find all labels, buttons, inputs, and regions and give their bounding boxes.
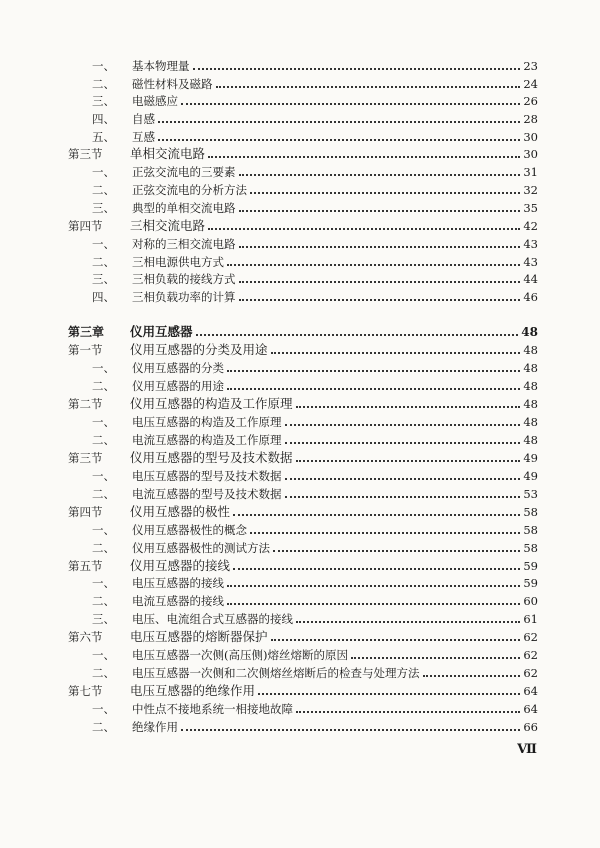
toc-entry-number: 第二节	[68, 397, 103, 411]
toc-entry-title: 电压互感器一次侧和二次侧熔丝熔断后的检查与处理方法	[132, 666, 420, 680]
toc-entry-page-number: 59	[523, 576, 538, 590]
toc-entry-subitem	[0, 537, 600, 555]
toc-entry-subitem	[0, 662, 600, 680]
toc-entry-title: 三相交流电路	[130, 218, 206, 233]
toc-entry-page-number: 60	[523, 594, 538, 608]
toc-entry-title: 电流互感器的接线	[132, 594, 224, 608]
toc-entry-page-number: 61	[523, 612, 538, 626]
toc-entry-page-number: 42	[523, 219, 538, 233]
dot-leader	[239, 281, 521, 283]
dot-leader	[158, 121, 520, 123]
toc-entry-title: 电流互感器的型号及技术数据	[132, 487, 282, 501]
dot-leader	[233, 514, 520, 516]
toc-entry-number: 一、	[92, 702, 115, 716]
toc-entry-page-number: 43	[523, 237, 538, 251]
toc-entry-subitem	[0, 251, 600, 269]
toc-entry-page-number: 62	[523, 630, 538, 644]
toc-entry-page-number: 26	[523, 94, 538, 108]
toc-entry-subitem	[0, 483, 600, 501]
toc-entry-chapter	[0, 321, 600, 339]
toc-entry-section	[0, 555, 600, 573]
dot-leader	[239, 246, 521, 248]
toc-entry-title: 仪用互感器的用途	[132, 379, 224, 393]
toc-entry-title: 仪用互感器的分类	[132, 361, 224, 375]
toc-entry-number: 三、	[92, 94, 115, 108]
dot-leader	[258, 693, 520, 695]
toc-entry-number: 三、	[92, 612, 115, 626]
toc-entry-number: 二、	[92, 541, 115, 555]
toc-entry-page-number: 48	[523, 343, 538, 357]
toc-entry-section	[0, 215, 600, 233]
toc-entry-number: 第一节	[68, 343, 103, 357]
toc-entry-page-number: 48	[523, 361, 538, 375]
toc-entry-title: 电磁感应	[132, 94, 178, 108]
toc-entry-number: 一、	[92, 361, 115, 375]
toc-entry-section	[0, 626, 600, 644]
dot-leader	[273, 550, 520, 552]
toc-entry-page-number: 62	[523, 666, 538, 680]
toc-entry-title: 对称的三相交流电路	[132, 237, 236, 251]
toc-entry-page-number: 48	[523, 379, 538, 393]
toc-entry-page-number: 35	[523, 201, 538, 215]
dot-leader	[208, 156, 520, 158]
toc-entry-title: 电压互感器的构造及工作原理	[132, 415, 282, 429]
toc-entry-subitem	[0, 357, 600, 375]
dot-leader	[296, 621, 520, 623]
toc-entry-number: 二、	[92, 433, 115, 447]
toc-entry-page-number: 48	[523, 433, 538, 447]
toc-entry-number: 一、	[92, 648, 115, 662]
toc-entry-subitem	[0, 644, 600, 662]
toc-entry-number: 二、	[92, 255, 115, 269]
toc-entry-section	[0, 143, 600, 161]
toc-entry-number: 三、	[92, 201, 115, 215]
dot-leader	[296, 711, 520, 713]
toc-entry-number: 二、	[92, 379, 115, 393]
toc-entry-section	[0, 501, 600, 519]
toc-entry-title: 绝缘作用	[132, 720, 178, 734]
toc-entry-subitem	[0, 73, 600, 91]
dot-leader	[285, 478, 521, 480]
dot-leader	[158, 139, 520, 141]
dot-leader	[227, 388, 520, 390]
toc-entry-page-number: 44	[523, 272, 538, 286]
toc-entry-title: 电流互感器的构造及工作原理	[132, 433, 282, 447]
toc-entry-title: 仪用互感器的构造及工作原理	[130, 396, 293, 411]
toc-entry-page-number: 58	[523, 505, 538, 519]
dot-leader	[271, 352, 521, 354]
toc-entry-number: 第三节	[68, 451, 103, 465]
toc-entry-title: 互感	[132, 130, 155, 144]
dot-leader	[239, 174, 521, 176]
dot-leader	[196, 334, 519, 336]
toc-entry-number: 第五节	[68, 559, 103, 573]
toc-entry-title: 三相电源供电方式	[132, 255, 224, 269]
dot-leader	[285, 496, 521, 498]
toc-entry-title: 仪用互感器	[130, 324, 193, 339]
toc-entry-number: 一、	[92, 523, 115, 537]
toc-entry-subitem	[0, 519, 600, 537]
toc-entry-title: 仪用互感器的极性	[130, 504, 231, 519]
dot-leader	[285, 424, 521, 426]
toc-entry-page-number: 66	[523, 720, 538, 734]
toc-entry-subitem	[0, 698, 600, 716]
toc-entry-title: 正弦交流电的分析方法	[132, 183, 247, 197]
dot-leader	[227, 264, 520, 266]
toc-entry-subitem	[0, 429, 600, 447]
toc-entry-page-number: 48	[523, 397, 538, 411]
toc-entry-page-number: 64	[523, 702, 538, 716]
toc-entry-subitem	[0, 90, 600, 108]
page-folio: Ⅶ	[517, 742, 536, 757]
toc-entry-title: 电压、电流组合式互感器的接线	[132, 612, 293, 626]
dot-leader	[239, 210, 521, 212]
dot-leader	[250, 192, 520, 194]
dot-leader	[208, 228, 520, 230]
toc-entry-number: 二、	[92, 666, 115, 680]
toc-entry-number: 三、	[92, 272, 115, 286]
toc-entry-section	[0, 393, 600, 411]
toc-entry-page-number: 58	[523, 541, 538, 555]
dot-leader	[351, 657, 520, 659]
toc-entry-number: 四、	[92, 290, 115, 304]
toc-entry-number: 一、	[92, 165, 115, 179]
toc-entry-page-number: 49	[523, 451, 538, 465]
toc-entry-number: 第四节	[68, 505, 103, 519]
dot-leader	[296, 460, 521, 462]
dot-leader	[216, 86, 521, 88]
toc-entry-number: 五、	[92, 130, 115, 144]
toc-entry-number: 一、	[92, 469, 115, 483]
toc-entry-subitem	[0, 411, 600, 429]
toc-entry-title: 典型的单相交流电路	[132, 201, 236, 215]
toc-entry-number: 二、	[92, 720, 115, 734]
toc-entry-title: 中性点不接地系统一相接地故障	[132, 702, 293, 716]
toc-entry-number: 四、	[92, 112, 115, 126]
toc-entry-subitem	[0, 197, 600, 215]
toc-entry-title: 三相负载功率的计算	[132, 290, 236, 304]
toc-entry-number: 二、	[92, 183, 115, 197]
toc-entry-page-number: 32	[523, 183, 538, 197]
dot-leader	[239, 299, 521, 301]
dot-leader	[296, 406, 521, 408]
dot-leader	[181, 103, 520, 105]
toc-entry-subitem	[0, 286, 600, 304]
toc-entry-number: 第七节	[68, 684, 103, 698]
toc-entry-page-number: 24	[523, 77, 538, 91]
toc-entry-subitem	[0, 108, 600, 126]
toc-entry-subitem	[0, 572, 600, 590]
dot-leader	[181, 729, 520, 731]
toc-entry-title: 仪用互感器极性的测试方法	[132, 541, 270, 555]
toc-entry-page-number: 28	[523, 112, 538, 126]
toc-entry-section	[0, 447, 600, 465]
toc-entry-page-number: 46	[523, 290, 538, 304]
toc-entry-subitem	[0, 465, 600, 483]
dot-leader	[227, 603, 520, 605]
toc-entry-title: 仪用互感器的型号及技术数据	[130, 450, 293, 465]
toc-entry-number: 二、	[92, 77, 115, 91]
toc-entry-title: 三相负载的接线方式	[132, 272, 236, 286]
dot-leader	[227, 370, 520, 372]
toc-entry-title: 仪用互感器的分类及用途	[130, 342, 268, 357]
toc-entry-number: 二、	[92, 487, 115, 501]
toc-entry-page-number: 43	[523, 255, 538, 269]
toc-entry-page-number: 30	[523, 130, 538, 144]
toc-entry-subitem	[0, 179, 600, 197]
toc-entry-subitem	[0, 161, 600, 179]
toc-entry-subitem	[0, 590, 600, 608]
toc-entry-number: 一、	[92, 59, 115, 73]
toc-entry-number: 一、	[92, 576, 115, 590]
toc-entry-section	[0, 339, 600, 357]
dot-leader	[233, 568, 520, 570]
toc-entry-page-number: 64	[523, 684, 538, 698]
dot-leader	[193, 68, 521, 70]
toc-entry-number: 一、	[92, 237, 115, 251]
toc-entry-title: 电压互感器一次侧(高压侧)熔丝熔断的原因	[132, 648, 348, 662]
toc-entry-page-number: 53	[523, 487, 538, 501]
toc-entry-title: 单相交流电路	[130, 146, 206, 161]
toc-entry-page-number: 48	[523, 415, 538, 429]
toc-entry-title: 仪用互感器的接线	[130, 558, 231, 573]
toc-entry-page-number: 62	[523, 648, 538, 662]
dot-leader	[227, 585, 520, 587]
toc-entry-page-number: 58	[523, 523, 538, 537]
dot-leader	[271, 639, 521, 641]
toc-entry-title: 电压互感器的绝缘作用	[130, 683, 256, 698]
toc-entry-page-number: 31	[523, 165, 538, 179]
toc-entry-title: 仪用互感器极性的概念	[132, 523, 247, 537]
toc-entry-number: 二、	[92, 594, 115, 608]
toc-entry-page-number: 49	[523, 469, 538, 483]
toc-entry-title: 电压互感器的熔断器保护	[130, 629, 268, 644]
dot-leader	[285, 442, 521, 444]
toc-entry-number: 第三章	[68, 325, 105, 339]
toc-entry-title: 自感	[132, 112, 155, 126]
toc-entry-number: 一、	[92, 415, 115, 429]
toc-entry-number: 第四节	[68, 219, 103, 233]
toc-entry-subitem	[0, 375, 600, 393]
toc-entry-title: 磁性材料及磁路	[132, 77, 213, 91]
toc-entry-number: 第三节	[68, 147, 103, 161]
toc-entry-title: 电压互感器的接线	[132, 576, 224, 590]
toc-entry-subitem	[0, 608, 600, 626]
toc-entry-number: 第六节	[68, 630, 103, 644]
toc-entry-subitem	[0, 716, 600, 734]
toc-entry-title: 电压互感器的型号及技术数据	[132, 469, 282, 483]
toc-entry-page-number: 48	[521, 325, 538, 339]
toc-entry-section	[0, 680, 600, 698]
toc-entry-subitem	[0, 126, 600, 144]
toc-entry-subitem	[0, 55, 600, 73]
toc-entry-title: 基本物理量	[132, 59, 190, 73]
toc-entry-page-number: 30	[523, 147, 538, 161]
dot-leader	[423, 675, 521, 677]
toc-entry-page-number: 59	[523, 559, 538, 573]
toc-entry-title: 正弦交流电的三要素	[132, 165, 236, 179]
dot-leader	[250, 532, 520, 534]
toc-entry-subitem	[0, 268, 600, 286]
toc-entry-page-number: 23	[523, 59, 538, 73]
toc-entry-subitem	[0, 233, 600, 251]
